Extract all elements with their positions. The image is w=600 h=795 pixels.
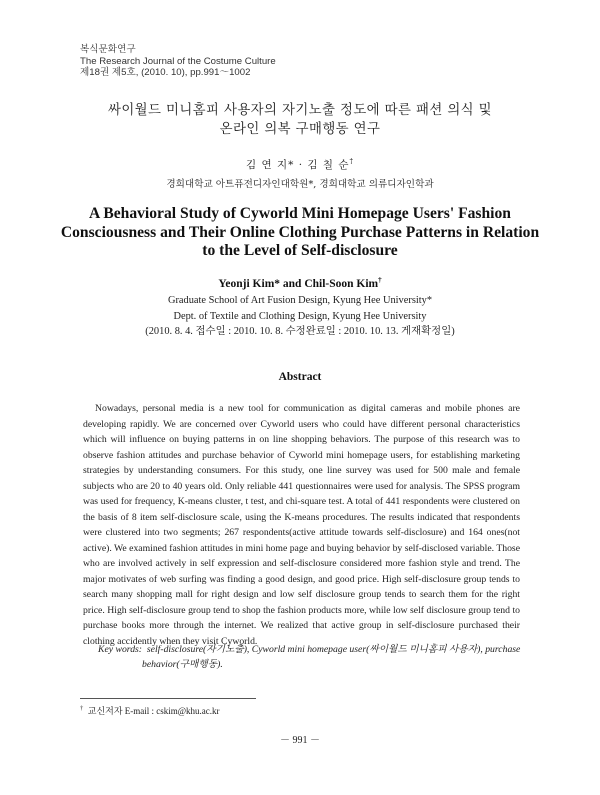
abstract-body: Nowadays, personal media is a new tool for communication as digital cameras and mobile phones are developing rapidly. We are concerned over Cyworld users who could have different personal characteristics which will influence on buying patterns in on line shopping behaviors. The purpose of this research was to observe fashion attitudes and purchase behavior of Cyworld mini homepage users, for establishing marketing strategies by understanding consumers. For this study, one line survey was used for 500 male and female subjects who are 20 to 40 years old. Only reliable 441 questionnaires were used for analysis. The SPSS program was used for frequency, K-means cluster, t test, and chi-square test. A total of 441 respondents were clustered on the basis of 8 item self-disclosure scale, using the K-means procedures. The results indicated that respondents were clustered into two segments; 267 respondents(active attitude towards self-disclosure) and 164 ones(not active). We examined fashion attitudes in mini home page and buying behavior by self-disclosed variable. Those who are involved actively in self expression and self-disclosure considered more fashion style and trend. The major motivates of web surfing was finding a good design, and good price. High self-disclosure group tends to search many shopping mall for right design and low self disclosure group tends to search them for the right price. High self-disclosure group tend to shop the fashion products more, while low self disclosure group tend to purchase books more through the internet. We realized that active group in self-disclosure purchased their clothing accidently when they visit Cyworld. [83,403,520,647]
korean-title-line-1: 싸이월드 미니홈피 사용자의 자기노출 정도에 따른 패션 의식 및 [108,103,492,118]
english-title [40,205,560,261]
journal-korean-name: 복식문화연구 [80,44,136,55]
english-corresponding-mark: † [378,276,382,284]
korean-authors [0,157,600,172]
footnote-divider [80,698,256,699]
affiliation-line-1: Graduate School of Art Fusion Design, Kyung Hee University* [167,295,433,306]
english-authors [0,276,600,290]
keywords-label: Key words: [98,644,143,655]
english-title-line-2: Consciousness and Their Online Clothing Purchase Patterns in Relation [60,223,540,241]
korean-title-line-2: 온라인 의복 구매행동 연구 [219,122,381,137]
keywords [98,643,566,672]
journal-english-name: The Research Journal of the Costume Culture [80,55,276,67]
abstract-heading: Abstract [278,371,322,383]
korean-affiliation: 경희대학교 아트퓨전디자인대학원*, 경희대학교 의류디자인학과 [166,179,434,190]
korean-title [0,101,600,139]
journal-header [80,44,276,79]
english-title-line-1: A Behavioral Study of Cyworld Mini Homepage Users' Fashion [89,205,511,222]
footnote-mark: † [80,705,84,712]
keywords-text: self-disclosure(자기노출), Cyworld mini homepage user(싸이월드 미니홈피 사용자), purchase behavior(구매행동). [142,644,521,670]
english-author-names: Yeonji Kim* and Chil-Soon Kim [218,277,379,290]
footnote-text: 교신저자 E-mail : cskim@khu.ac.kr [87,706,220,716]
page-number: － 991 － [280,735,320,746]
journal-issue: 제18권 제5호, (2010. 10), pp.991～1002 [80,67,251,78]
affiliation-line-2: Dept. of Textile and Clothing Design, Kyung Hee University [173,310,427,322]
english-title-line-3: to the Level of Self-disclosure [202,242,398,259]
korean-author-names: 김 연 지* · 김 칠 순 [246,159,350,171]
submission-dates: (2010. 8. 4. 접수일 : 2010. 10. 8. 수정완료일 : 2010. 10. 13. 게재확정일) [145,326,455,338]
english-affiliation [0,293,600,340]
footnote [80,704,220,717]
corresponding-author-mark: † [349,157,354,166]
